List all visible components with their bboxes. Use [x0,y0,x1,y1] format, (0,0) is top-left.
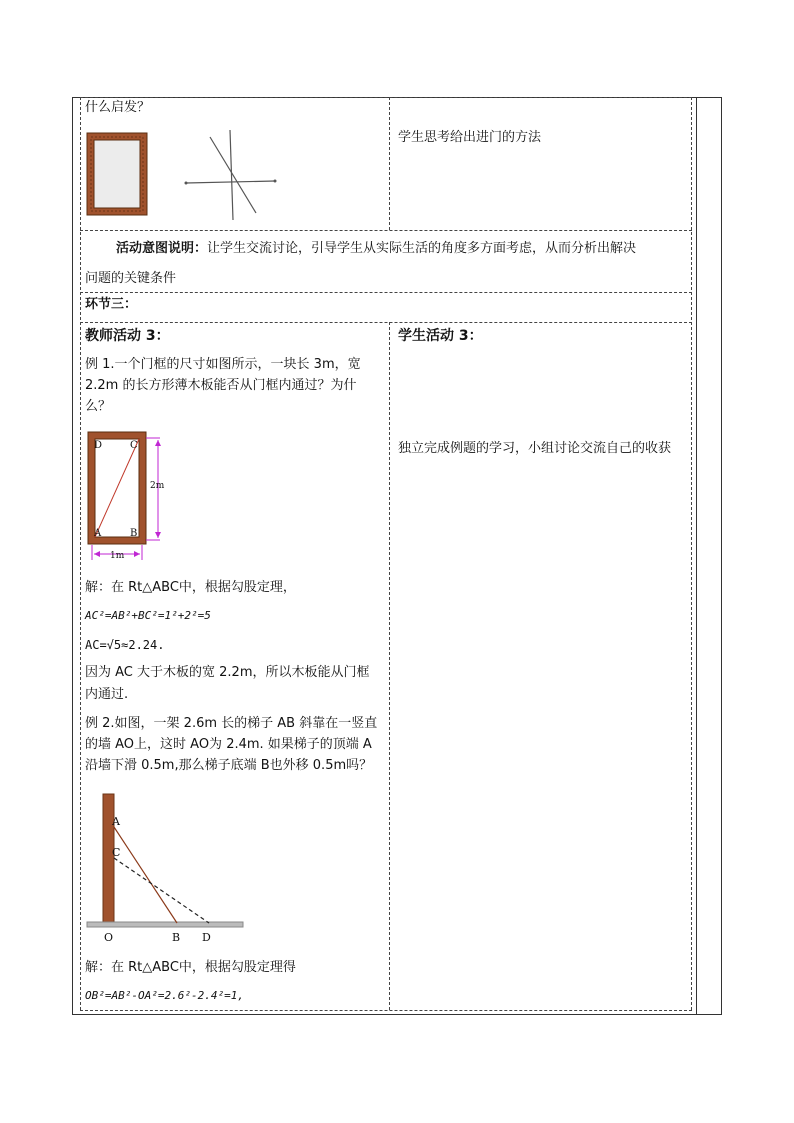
picture-frame-illustration [84,130,150,218]
fig1-height-label: 2m [150,481,165,491]
column-divider-right [691,97,692,1010]
solution2-line1: 解：在 Rt△ABC中，根据勾股定理得 [85,960,296,975]
fig1-label-B: B [130,528,138,539]
example2-line1: 例 2.如图，一架 2.6m 长的梯子 AB 斜靠在一竖直 [85,716,378,731]
fig2-label-O: O [104,931,114,944]
fig2-label-D: D [202,931,211,944]
intent-line2: 问题的关键条件 [85,271,177,286]
solution1-result: AC=√5≈2.24. [85,638,165,652]
example1-line2: 2.2m 的长方形薄木板能否从门框内通过？为什 [85,378,357,393]
example2-line2: 的墙 AO上，这时 AO为 2.4m. 如果梯子的顶端 A [85,737,372,752]
intent-text: 让学生交流讨论，引导学生从实际生活的角度多方面考虑，从而分析出解决 [207,241,637,256]
crossing-lines-diagram [184,127,279,224]
solution1-equation: AC²=AB²+BC²=1²+2²=5 [85,609,211,622]
example1-line3: 么？ [85,399,112,414]
fig1-label-C: C [130,440,138,451]
fig2-label-A: A [112,815,120,828]
student-thinking-text: 学生思考给出进门的方法 [398,130,542,145]
solution1-line4: 因为 AC 大于木板的宽 2.2m，所以木板能从门框 [85,665,370,680]
question-continuation: 什么启发？ [85,100,151,115]
row-divider [80,322,692,323]
row-divider-bottom [80,1010,692,1011]
fig2-label-B: B [172,931,181,944]
fig1-width-label: 1m [110,551,125,561]
row-divider-top [80,97,692,98]
row-divider [80,230,692,231]
column-divider-left [80,97,81,1010]
solution1-line5: 内通过. [85,687,129,702]
intent-label: 活动意图说明： [116,241,208,256]
door-frame-figure [84,428,174,562]
student-activity-text: 独立完成例题的学习，小组讨论交流自己的收获 [398,441,672,456]
fig1-label-A: A [94,528,102,539]
column-divider-middle [389,97,390,230]
teacher-heading: 教师活动 3： [85,328,170,344]
student-heading: 学生活动 3： [398,328,483,344]
fig2-label-C: C [112,846,121,859]
solution2-equation: OB²=AB²-OA²=2.6²-2.4²=1, [85,989,244,1002]
row-divider [80,292,692,293]
intent-line1 [116,238,636,260]
solution1-line1: 解：在 Rt△ABC中，根据勾股定理， [85,580,296,595]
fig1-label-D: D [94,440,103,451]
example2-line3: 沿墙下滑 0.5m,那么梯子底端 B也外移 0.5m吗？ [85,758,373,773]
column-divider-middle [389,322,390,1010]
example1-line1: 例 1.一个门框的尺寸如图所示，一块长 3m，宽 [85,357,361,372]
stage-title: 环节三： [85,297,138,312]
ladder-figure [84,790,246,945]
table-right-border [696,97,697,1015]
